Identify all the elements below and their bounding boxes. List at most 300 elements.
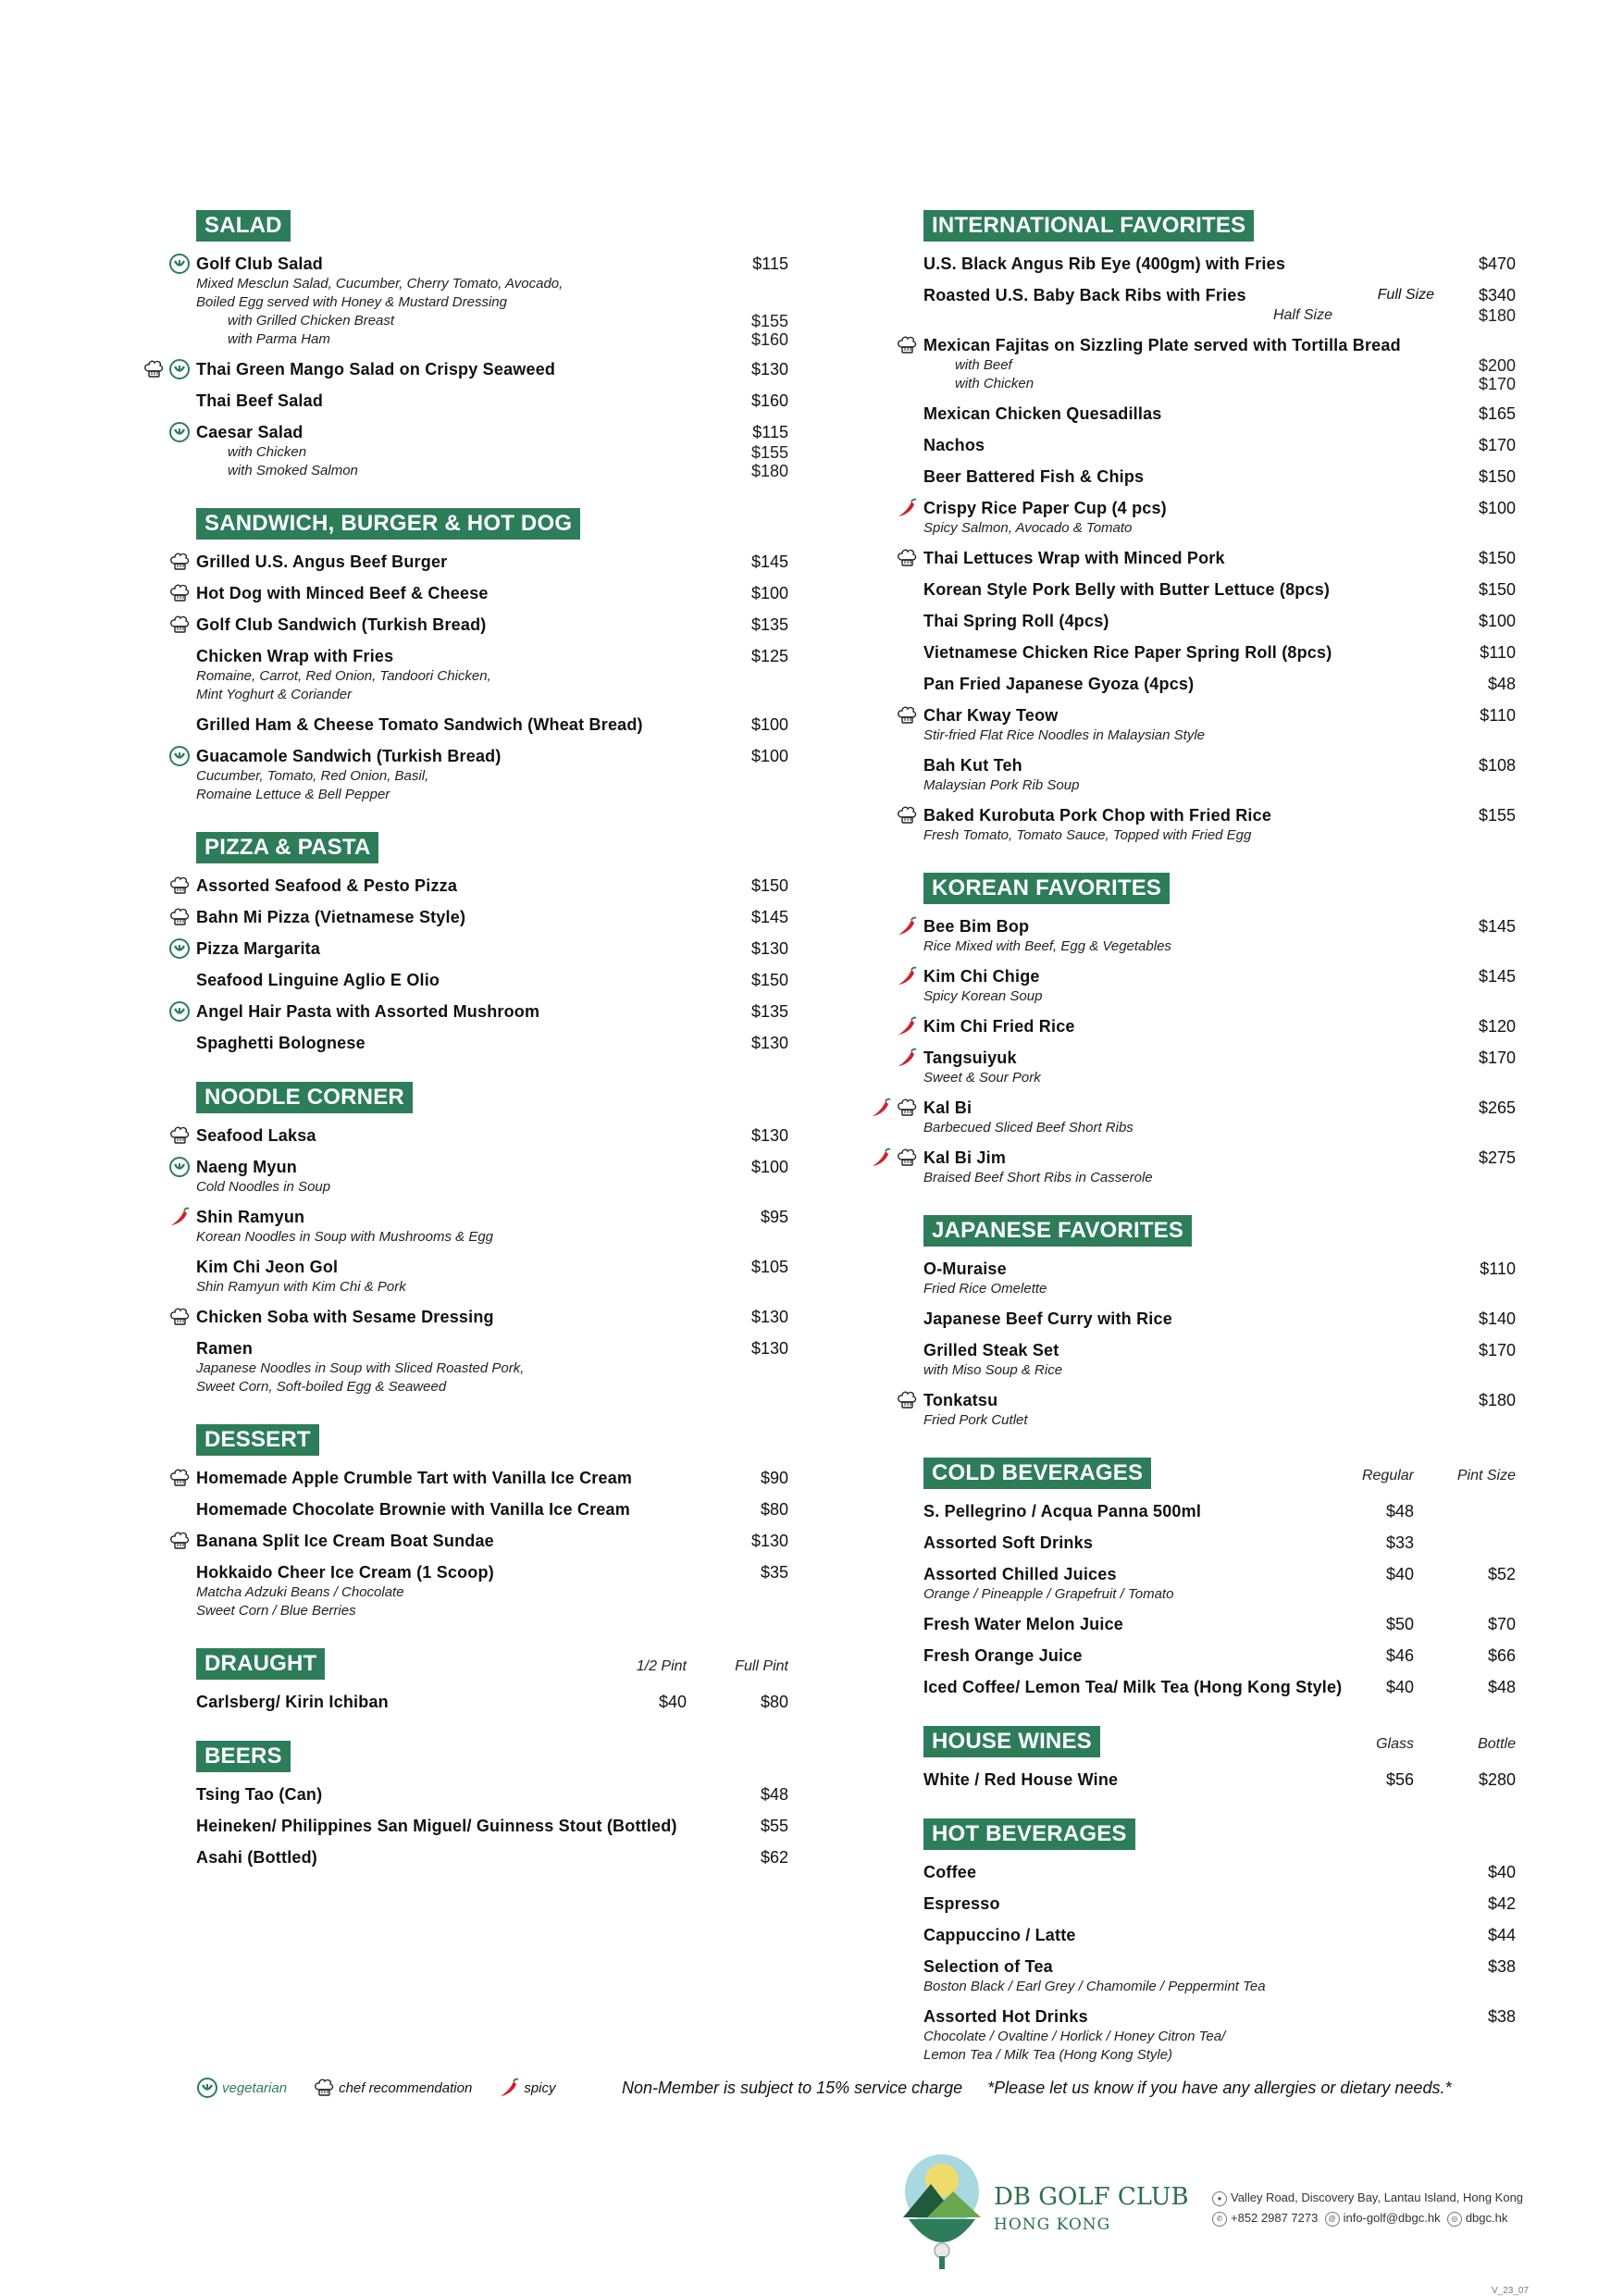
item-price: $44 bbox=[1487, 1926, 1516, 1944]
item-name: Japanese Beef Curry with Rice bbox=[923, 1309, 1172, 1328]
item-name: Tangsuiyuk bbox=[923, 1049, 1017, 1067]
option-label: with Parma Ham bbox=[228, 331, 330, 347]
club-name: DB GOLF CLUB bbox=[994, 2183, 1189, 2211]
chef-hat-icon bbox=[896, 804, 918, 826]
section-header bbox=[196, 832, 788, 865]
chef-hat-icon bbox=[168, 906, 191, 928]
menu-section-cold-beverages bbox=[923, 1458, 1516, 1698]
item-price: $155 bbox=[1478, 806, 1516, 825]
item-name: Grilled Ham & Cheese Tomato Sandwich (Wheat Bread) bbox=[196, 715, 643, 734]
item-description: Shin Ramyun with Kim Chi & Pork bbox=[196, 1279, 406, 1295]
item-name: Char Kway Teow bbox=[923, 706, 1059, 725]
item-price: $42 bbox=[1487, 1894, 1516, 1913]
item-icons bbox=[142, 358, 191, 380]
item-price: $62 bbox=[760, 1848, 788, 1867]
item-price: $35 bbox=[760, 1563, 788, 1582]
item-name: Assorted Hot Drinks bbox=[923, 2007, 1088, 2026]
item-name: Golf Club Salad bbox=[196, 254, 324, 273]
item-price: $120 bbox=[1478, 1017, 1516, 1036]
item-name: Roasted U.S. Baby Back Ribs with Fries bbox=[923, 286, 1246, 304]
menu-item bbox=[923, 1955, 1516, 1996]
chili-icon bbox=[896, 1015, 918, 1037]
item-name: Assorted Chilled Juices bbox=[923, 1565, 1117, 1583]
item-description: Sweet Corn / Blue Berries bbox=[196, 1603, 356, 1619]
item-name: Golf Club Sandwich (Turkish Bread) bbox=[196, 615, 487, 634]
menu-item bbox=[196, 1156, 788, 1197]
menu-item bbox=[196, 1124, 788, 1147]
menu-item bbox=[196, 1783, 788, 1806]
menu-item bbox=[196, 1561, 788, 1620]
item-icons bbox=[896, 965, 918, 987]
chef-hat-icon bbox=[896, 334, 918, 356]
contact-info bbox=[1212, 2188, 1523, 2228]
menu-item bbox=[923, 2005, 1516, 2065]
item-name: Chicken Soba with Sesame Dressing bbox=[196, 1308, 494, 1326]
item-price: $180 bbox=[1478, 1391, 1516, 1409]
item-icons bbox=[168, 745, 191, 767]
menu-item bbox=[196, 551, 788, 573]
chef-hat-icon bbox=[168, 1530, 191, 1552]
menu-item bbox=[923, 465, 1516, 488]
item-name: Thai Green Mango Salad on Crispy Seaweed bbox=[196, 360, 556, 379]
item-description: Boiled Egg served with Honey & Mustard Dressing bbox=[196, 294, 507, 310]
item-name: Bahn Mi Pizza (Vietnamese Style) bbox=[196, 908, 466, 926]
item-name: Hokkaido Cheer Ice Cream (1 Scoop) bbox=[196, 1563, 494, 1582]
item-icons bbox=[870, 1147, 918, 1169]
item-name: Hot Dog with Minced Beef & Cheese bbox=[196, 584, 489, 602]
item-price: $125 bbox=[750, 647, 788, 665]
chili-icon bbox=[896, 915, 918, 937]
item-name: Kim Chi Fried Rice bbox=[923, 1017, 1075, 1036]
menu-item bbox=[196, 1530, 788, 1552]
item-icons bbox=[168, 1306, 191, 1328]
menu-item bbox=[196, 906, 788, 928]
item-icons bbox=[168, 1467, 191, 1489]
menu-section-dessert bbox=[196, 1424, 788, 1620]
item-icons bbox=[896, 915, 918, 937]
chef-hat-icon bbox=[168, 614, 191, 636]
service-charge-note: Non-Member is subject to 15% service charge bbox=[622, 2079, 963, 2097]
item-price: $52 bbox=[1487, 1565, 1516, 1583]
menu-item bbox=[196, 1498, 788, 1520]
item-price: $130 bbox=[750, 360, 788, 379]
menu-item bbox=[923, 403, 1516, 425]
chili-icon bbox=[168, 1206, 191, 1228]
location-pin-icon: ● bbox=[1212, 2191, 1227, 2206]
section-header bbox=[923, 210, 1516, 243]
item-icons bbox=[168, 875, 191, 897]
menu-item bbox=[196, 745, 788, 804]
item-name: Vietnamese Chicken Rice Paper Spring Roll (8pcs) bbox=[923, 643, 1332, 662]
price-column-header: Regular bbox=[1361, 1468, 1414, 1483]
item-icons bbox=[896, 1389, 918, 1411]
item-price: $140 bbox=[1478, 1309, 1516, 1328]
item-icons bbox=[168, 1000, 191, 1023]
menu-item bbox=[196, 645, 788, 704]
item-icons bbox=[168, 906, 191, 928]
item-name: Fresh Water Melon Juice bbox=[923, 1615, 1123, 1633]
item-price: $105 bbox=[750, 1258, 788, 1276]
menu-item bbox=[196, 1815, 788, 1837]
section-title: DESSERT bbox=[196, 1424, 319, 1456]
item-price: $160 bbox=[750, 391, 788, 410]
item-icons bbox=[168, 253, 191, 275]
item-icons bbox=[168, 551, 191, 573]
club-address: Valley Road, Discovery Bay, Lantau Island, Hong Kong bbox=[1231, 2191, 1524, 2204]
chili-icon bbox=[896, 497, 918, 519]
menu-item bbox=[196, 1256, 788, 1297]
menu-item bbox=[196, 969, 788, 991]
item-price: $110 bbox=[1480, 1260, 1516, 1278]
item-price: $340 bbox=[1478, 286, 1516, 304]
section-title: COLD BEVERAGES bbox=[923, 1458, 1151, 1489]
item-description: Korean Noodles in Soup with Mushrooms & Egg bbox=[196, 1229, 494, 1245]
right-menu-column bbox=[923, 210, 1516, 2065]
section-header bbox=[923, 1215, 1516, 1248]
price-column-header: 1/2 Pint bbox=[636, 1658, 687, 1674]
item-icons bbox=[168, 1156, 191, 1178]
item-description: Fried Rice Omelette bbox=[923, 1281, 1047, 1297]
option-price: $180 bbox=[1478, 306, 1516, 325]
menu-item bbox=[923, 1893, 1516, 1915]
club-email[interactable]: info-golf@dbgc.hk bbox=[1343, 2211, 1441, 2225]
menu-item bbox=[923, 1563, 1516, 1604]
item-icons bbox=[168, 421, 191, 443]
item-description: with Miso Soup & Rice bbox=[923, 1362, 1063, 1378]
item-name: Spaghetti Bolognese bbox=[196, 1034, 365, 1052]
item-icons bbox=[168, 582, 191, 604]
menu-item bbox=[923, 1532, 1516, 1554]
item-name: White / Red House Wine bbox=[923, 1770, 1119, 1789]
item-description: Malaysian Pork Rib Soup bbox=[923, 777, 1080, 793]
chili-icon bbox=[870, 1147, 892, 1169]
item-price: $135 bbox=[750, 1002, 788, 1021]
chef-hat-icon bbox=[896, 704, 918, 726]
menu-item bbox=[923, 610, 1516, 632]
section-title: SANDWICH, BURGER & HOT DOG bbox=[196, 508, 580, 540]
item-option bbox=[196, 443, 788, 462]
menu-item bbox=[923, 673, 1516, 695]
menu-item bbox=[923, 578, 1516, 601]
item-price: $150 bbox=[1478, 467, 1516, 486]
vegetarian-icon bbox=[168, 253, 191, 275]
item-price: $40 bbox=[1385, 1678, 1414, 1696]
item-description: Orange / Pineapple / Grapefruit / Tomato bbox=[923, 1586, 1174, 1602]
chef-hat-icon bbox=[896, 1147, 918, 1169]
menu-item bbox=[196, 358, 788, 380]
item-price: $38 bbox=[1487, 1957, 1516, 1976]
option-price: $180 bbox=[750, 462, 788, 480]
item-icons bbox=[896, 547, 918, 569]
item-name: Kal Bi bbox=[923, 1098, 973, 1117]
menu-section-house-wines bbox=[923, 1726, 1516, 1791]
item-description: Chocolate / Ovaltine / Horlick / Honey Citron Tea/ bbox=[923, 2029, 1226, 2044]
item-price: $130 bbox=[750, 1034, 788, 1052]
menu-item bbox=[923, 1308, 1516, 1330]
menu-item bbox=[196, 1846, 788, 1868]
item-price: $145 bbox=[750, 552, 788, 571]
item-name: Thai Spring Roll (4pcs) bbox=[923, 612, 1109, 630]
item-name: Korean Style Pork Belly with Butter Lettuce (8pcs) bbox=[923, 580, 1331, 599]
item-name: Tonkatsu bbox=[923, 1391, 998, 1409]
section-header bbox=[196, 210, 788, 243]
chili-icon bbox=[896, 965, 918, 987]
item-price: $470 bbox=[1478, 254, 1516, 273]
menu-item bbox=[196, 875, 788, 897]
item-icons bbox=[896, 804, 918, 826]
section-title: HOT BEVERAGES bbox=[923, 1818, 1135, 1850]
menu-item bbox=[923, 497, 1516, 538]
option-price: $155 bbox=[750, 443, 788, 462]
item-description: Spicy Salmon, Avocado & Tomato bbox=[923, 520, 1133, 536]
item-description: Spicy Korean Soup bbox=[923, 988, 1043, 1004]
item-name: Shin Ramyun bbox=[196, 1208, 305, 1226]
club-website[interactable]: dbgc.hk bbox=[1465, 2211, 1508, 2225]
item-name: Pizza Margarita bbox=[196, 939, 321, 958]
item-price: $50 bbox=[1385, 1615, 1414, 1633]
item-description: Romaine Lettuce & Bell Pepper bbox=[196, 787, 390, 802]
option-price: $200 bbox=[1478, 356, 1516, 375]
allergy-note: *Please let us know if you have any allergies or dietary needs.* bbox=[987, 2079, 1452, 2097]
item-description: Rice Mixed with Beef, Egg & Vegetables bbox=[923, 938, 1171, 954]
menu-item bbox=[923, 804, 1516, 845]
icon-legend bbox=[196, 2077, 582, 2099]
item-option bbox=[196, 312, 788, 330]
price-column-header: Glass bbox=[1376, 1736, 1414, 1752]
email-icon: @ bbox=[1325, 2212, 1340, 2227]
item-icons bbox=[896, 704, 918, 726]
item-name: Grilled U.S. Angus Beef Burger bbox=[196, 552, 448, 571]
item-name: Assorted Seafood & Pesto Pizza bbox=[196, 876, 458, 895]
item-name: Mexican Chicken Quesadillas bbox=[923, 404, 1162, 423]
item-price: $150 bbox=[1478, 549, 1516, 567]
legend-vegetarian bbox=[196, 2077, 287, 2099]
item-price: $150 bbox=[1478, 580, 1516, 599]
item-price: $46 bbox=[1385, 1646, 1414, 1665]
option-price: $155 bbox=[750, 312, 788, 330]
item-description: Matcha Adzuki Beans / Chocolate bbox=[196, 1584, 404, 1600]
item-description: Sweet & Sour Pork bbox=[923, 1070, 1041, 1086]
chef-hat-icon bbox=[313, 2077, 335, 2099]
chili-icon bbox=[870, 1097, 892, 1119]
vegetarian-icon bbox=[168, 358, 191, 380]
item-description: Mixed Mesclun Salad, Cucumber, Cherry Tomato, Avocado, bbox=[196, 276, 564, 292]
section-header bbox=[196, 1741, 788, 1774]
left-menu-column bbox=[196, 210, 788, 1868]
item-description: Braised Beef Short Ribs in Casserole bbox=[923, 1170, 1153, 1185]
item-name: Banana Split Ice Cream Boat Sundae bbox=[196, 1532, 494, 1550]
menu-item bbox=[196, 1000, 788, 1023]
menu-section-noodle-corner bbox=[196, 1082, 788, 1396]
item-price: $95 bbox=[760, 1208, 788, 1226]
menu-item bbox=[196, 614, 788, 636]
menu-item bbox=[196, 253, 788, 349]
item-price: $108 bbox=[1478, 756, 1516, 775]
legend-chef bbox=[313, 2077, 472, 2099]
vegetarian-icon bbox=[196, 2077, 218, 2099]
item-price: $170 bbox=[1478, 436, 1516, 454]
item-name: Chicken Wrap with Fries bbox=[196, 647, 394, 665]
chef-hat-icon bbox=[896, 547, 918, 569]
item-price: $170 bbox=[1478, 1049, 1516, 1067]
menu-item bbox=[196, 1206, 788, 1247]
item-name: Caesar Salad bbox=[196, 423, 304, 441]
item-description: Barbecued Sliced Beef Short Ribs bbox=[923, 1120, 1134, 1136]
item-icons bbox=[168, 614, 191, 636]
section-header bbox=[923, 873, 1516, 906]
menu-section-hot-beverages bbox=[923, 1818, 1516, 2065]
item-name: Iced Coffee/ Lemon Tea/ Milk Tea (Hong Kong Style) bbox=[923, 1678, 1343, 1696]
item-name: Kim Chi Chige bbox=[923, 967, 1040, 986]
item-price: $48 bbox=[760, 1785, 788, 1804]
menu-item bbox=[923, 334, 1516, 393]
item-description: Cucumber, Tomato, Red Onion, Basil, bbox=[196, 768, 429, 784]
menu-item bbox=[923, 547, 1516, 569]
item-price: $100 bbox=[1478, 612, 1516, 630]
section-title: JAPANESE FAVORITES bbox=[923, 1215, 1192, 1247]
web-icon: ◎ bbox=[1447, 2212, 1462, 2227]
item-name: Bee Bim Bop bbox=[923, 917, 1030, 936]
item-description: Lemon Tea / Milk Tea (Hong Kong Style) bbox=[923, 2047, 1173, 2063]
section-title: DRAUGHT bbox=[196, 1648, 325, 1680]
menu-item bbox=[196, 1032, 788, 1054]
chef-hat-icon bbox=[168, 1467, 191, 1489]
item-name: Beer Battered Fish & Chips bbox=[923, 467, 1145, 486]
item-name: Nachos bbox=[923, 436, 985, 454]
vegetarian-icon bbox=[168, 937, 191, 960]
club-location: HONG KONG bbox=[994, 2215, 1111, 2234]
chef-hat-icon bbox=[142, 358, 165, 380]
chef-hat-icon bbox=[168, 551, 191, 573]
menu-item bbox=[923, 1047, 1516, 1087]
menu-section-international-favorites bbox=[923, 210, 1516, 845]
vegetarian-icon bbox=[168, 421, 191, 443]
menu-item bbox=[196, 582, 788, 604]
chef-hat-icon bbox=[168, 1306, 191, 1328]
item-name: Bah Kut Teh bbox=[923, 756, 1022, 775]
menu-item bbox=[196, 1337, 788, 1396]
item-icons bbox=[896, 1047, 918, 1069]
phone-icon: ✆ bbox=[1212, 2212, 1227, 2227]
chili-icon bbox=[498, 2077, 520, 2099]
menu-item bbox=[923, 1861, 1516, 1883]
price-column-header: Pint Size bbox=[1456, 1468, 1516, 1483]
item-description: Cold Noodles in Soup bbox=[196, 1179, 331, 1195]
item-price: $66 bbox=[1487, 1646, 1516, 1665]
version-label: V_23_07 bbox=[1492, 2286, 1530, 2296]
section-header bbox=[196, 1424, 788, 1458]
footer-notes bbox=[622, 2079, 1471, 2098]
item-price: $56 bbox=[1385, 1770, 1414, 1789]
menu-section-pizza-pasta bbox=[196, 832, 788, 1054]
item-name: Coffee bbox=[923, 1863, 977, 1881]
item-name: Seafood Laksa bbox=[196, 1126, 316, 1145]
menu-item bbox=[196, 390, 788, 412]
section-title: SALAD bbox=[196, 210, 291, 242]
section-title: HOUSE WINES bbox=[923, 1726, 1100, 1757]
item-name: Baked Kurobuta Pork Chop with Fried Rice bbox=[923, 806, 1272, 825]
item-price: $130 bbox=[750, 1532, 788, 1550]
item-price: $145 bbox=[1478, 917, 1516, 936]
section-title: BEERS bbox=[196, 1741, 291, 1772]
item-name: Assorted Soft Drinks bbox=[923, 1533, 1094, 1552]
item-name: Thai Beef Salad bbox=[196, 391, 324, 410]
item-description: Sweet Corn, Soft-boiled Egg & Seaweed bbox=[196, 1379, 447, 1395]
size-label: Half Size bbox=[1272, 307, 1332, 323]
menu-section-sandwich-burger-hot-dog bbox=[196, 508, 788, 804]
item-name: Espresso bbox=[923, 1894, 1000, 1913]
section-title: NOODLE CORNER bbox=[196, 1082, 413, 1113]
option-label: with Grilled Chicken Breast bbox=[228, 313, 395, 329]
item-price: $100 bbox=[750, 747, 788, 765]
menu-section-korean-favorites bbox=[923, 873, 1516, 1187]
menu-item bbox=[923, 1769, 1516, 1791]
vegetarian-icon bbox=[168, 745, 191, 767]
menu-item bbox=[196, 421, 788, 480]
item-price: $170 bbox=[1478, 1341, 1516, 1359]
option-label: with Beef bbox=[955, 357, 1012, 373]
menu-item bbox=[923, 1613, 1516, 1635]
menu-item bbox=[923, 1258, 1516, 1298]
item-price: $100 bbox=[750, 715, 788, 734]
option-price: $160 bbox=[750, 330, 788, 349]
item-description: Romaine, Carrot, Red Onion, Tandoori Chicken, bbox=[196, 668, 491, 684]
menu-item bbox=[923, 754, 1516, 795]
menu-item bbox=[923, 1097, 1516, 1137]
club-logo bbox=[899, 2154, 985, 2273]
item-name: Kim Chi Jeon Gol bbox=[196, 1258, 339, 1276]
item-icons bbox=[168, 1124, 191, 1147]
menu-item bbox=[196, 1306, 788, 1328]
item-description: Boston Black / Earl Grey / Chamomile / Peppermint Tea bbox=[923, 1979, 1266, 1994]
menu-item bbox=[923, 253, 1516, 275]
item-price: $40 bbox=[1385, 1565, 1414, 1583]
legend-spicy-label: spicy bbox=[524, 2079, 556, 2096]
item-icons bbox=[896, 334, 918, 356]
item-icons bbox=[168, 1206, 191, 1228]
item-option bbox=[196, 462, 788, 480]
item-price: $38 bbox=[1487, 2007, 1516, 2026]
item-price: $145 bbox=[750, 908, 788, 926]
section-header bbox=[923, 1458, 1516, 1491]
menu-item bbox=[923, 1676, 1516, 1698]
item-price: $150 bbox=[750, 971, 788, 989]
item-icons bbox=[168, 937, 191, 960]
menu-item bbox=[923, 704, 1516, 745]
item-price: $100 bbox=[750, 1158, 788, 1176]
item-name: Tsing Tao (Can) bbox=[196, 1785, 323, 1804]
item-name: Kal Bi Jim bbox=[923, 1148, 1007, 1167]
section-title: INTERNATIONAL FAVORITES bbox=[923, 210, 1254, 242]
item-description: Mint Yoghurt & Coriander bbox=[196, 687, 353, 702]
item-name: Ramen bbox=[196, 1339, 254, 1358]
item-name: Fresh Orange Juice bbox=[923, 1646, 1083, 1665]
item-price: $130 bbox=[750, 1126, 788, 1145]
item-price: $265 bbox=[1478, 1098, 1516, 1117]
item-description: Fried Pork Cutlet bbox=[923, 1412, 1028, 1428]
item-price: $130 bbox=[750, 939, 788, 958]
menu-section-salad bbox=[196, 210, 788, 480]
item-option bbox=[923, 306, 1516, 325]
item-name: Naeng Myun bbox=[196, 1158, 298, 1176]
menu-item bbox=[923, 1015, 1516, 1037]
item-price: $145 bbox=[1478, 967, 1516, 986]
menu-item bbox=[923, 284, 1516, 325]
item-name: Asahi (Bottled) bbox=[196, 1848, 317, 1867]
item-price: $130 bbox=[750, 1339, 788, 1358]
section-header bbox=[196, 508, 788, 541]
menu-item bbox=[923, 641, 1516, 664]
